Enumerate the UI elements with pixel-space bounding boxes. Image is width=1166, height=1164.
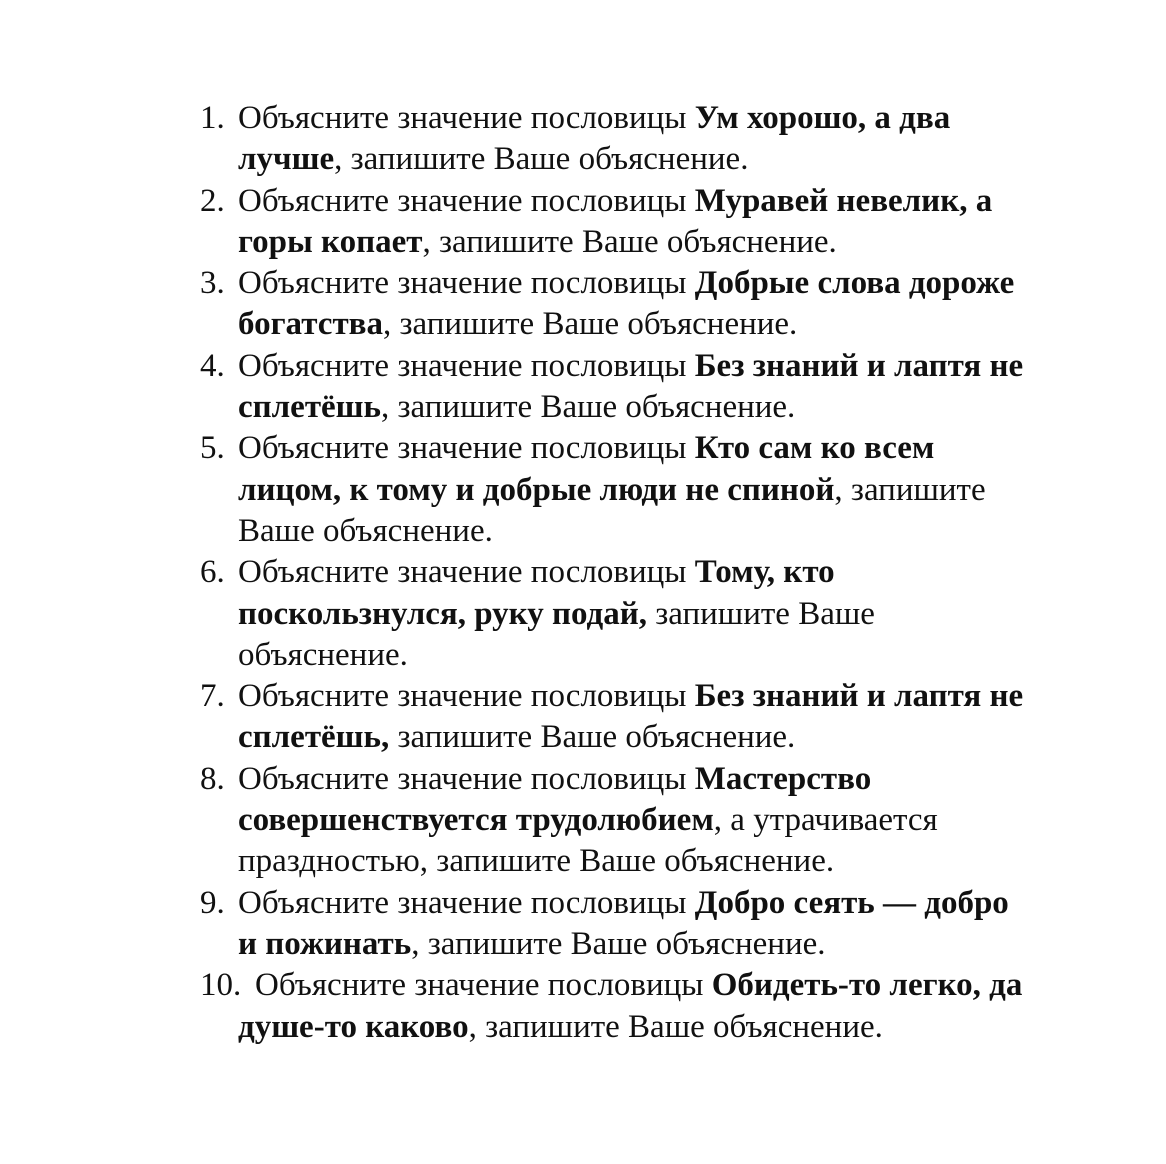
- item-number: 8.: [200, 760, 225, 797]
- item-line: [238, 1007, 1100, 1048]
- item-line: [238, 470, 1100, 511]
- item-line: [238, 222, 1100, 263]
- list-item: [200, 552, 1100, 676]
- proverb-text: Добро сеять — добро: [694, 884, 1009, 921]
- item-text: Объясните значение пословицы: [238, 760, 695, 797]
- item-text: Объясните значение пословицы: [238, 884, 695, 921]
- proverb-text: Без знаний и лаптя не: [694, 347, 1024, 384]
- item-number: 6.: [200, 554, 225, 591]
- item-text: Ваше объяснение.: [238, 512, 493, 549]
- list-item: [200, 98, 1100, 181]
- item-line: [238, 676, 1100, 717]
- proverb-text: поскользнулся, руку подай,: [238, 595, 647, 632]
- item-number: 5.: [200, 430, 225, 467]
- item-text: , запишите Ваше объяснение.: [381, 389, 796, 426]
- item-text: , запишите: [834, 471, 986, 508]
- proverb-text: Добрые слова дороже: [694, 265, 1015, 302]
- item-line: [238, 800, 1100, 841]
- item-text: запишите Ваше объяснение.: [389, 719, 796, 756]
- item-line: [238, 346, 1100, 387]
- item-line: [238, 511, 1100, 552]
- proverb-text: лучше: [238, 141, 335, 178]
- item-line: [238, 965, 1100, 1006]
- proverb-text: горы копает: [238, 223, 423, 260]
- item-text: праздностью, запишите Ваше объяснение.: [238, 843, 835, 880]
- item-text: , запишите Ваше объяснение.: [334, 141, 749, 178]
- proverb-text: и пожинать: [238, 925, 412, 962]
- list-item: [200, 346, 1100, 429]
- item-line: [238, 841, 1100, 882]
- item-line: [238, 717, 1100, 758]
- proverb-text: Муравей невелик, а: [694, 182, 993, 219]
- item-line: [238, 98, 1100, 139]
- proverb-text: сплетёшь: [238, 389, 381, 426]
- item-number: 7.: [200, 678, 225, 715]
- task-list: [200, 98, 1100, 1048]
- list-item: [200, 676, 1100, 759]
- item-number: 9.: [200, 884, 225, 921]
- item-text: запишите Ваше: [646, 595, 875, 632]
- item-text: Объясните значение пословицы: [238, 265, 695, 302]
- item-number: 1.: [200, 100, 225, 136]
- item-line: [238, 304, 1100, 345]
- item-number: 4.: [200, 347, 225, 384]
- item-line: [238, 387, 1100, 428]
- item-text: Объясните значение пословицы: [238, 100, 695, 136]
- proverb-text: душе-то каково: [238, 1008, 469, 1045]
- item-line: [238, 924, 1100, 965]
- item-text: , запишите Ваше объяснение.: [468, 1008, 883, 1045]
- list-item: [200, 263, 1100, 346]
- item-line: [238, 181, 1100, 222]
- list-item: [200, 759, 1100, 883]
- proverb-text: лицом, к тому и добрые люди не спиной: [238, 471, 835, 508]
- proverb-text: Обидеть-то легко, да: [711, 967, 1023, 1004]
- item-line: [238, 883, 1100, 924]
- item-text: Объясните значение пословицы: [238, 554, 695, 591]
- list-item: [200, 181, 1100, 264]
- item-line: [238, 635, 1100, 676]
- item-text: Объясните значение пословицы: [238, 182, 695, 219]
- proverb-text: сплетёшь,: [238, 719, 390, 756]
- item-text: , запишите Ваше объяснение.: [422, 223, 837, 260]
- proverb-text: Ум хорошо, а два: [694, 100, 951, 136]
- list-item: [200, 965, 1100, 1048]
- item-line: [238, 263, 1100, 304]
- item-line: [238, 139, 1100, 180]
- proverb-text: богатства: [238, 306, 383, 343]
- item-text: Объясните значение пословицы: [238, 347, 695, 384]
- item-text: , а утрачивается: [713, 802, 938, 839]
- item-line: [238, 552, 1100, 593]
- item-line: [238, 594, 1100, 635]
- item-text: , запишите Ваше объяснение.: [411, 925, 826, 962]
- item-text: Объясните значение пословицы: [255, 967, 712, 1004]
- item-line: [238, 428, 1100, 469]
- item-text: объяснение.: [238, 636, 408, 673]
- item-text: Объясните значение пословицы: [238, 678, 695, 715]
- item-number: 10.: [200, 967, 242, 1004]
- item-text: Объясните значение пословицы: [238, 430, 695, 467]
- proverb-text: Кто сам ко всем: [694, 430, 935, 467]
- item-number: 3.: [200, 265, 225, 302]
- list-item: [200, 883, 1100, 966]
- list-item: [200, 428, 1100, 552]
- proverb-text: совершенствуется трудолюбием: [238, 802, 714, 839]
- item-number: 2.: [200, 182, 225, 219]
- proverb-text: Тому, кто: [694, 554, 835, 591]
- item-line: [238, 759, 1100, 800]
- item-text: , запишите Ваше объяснение.: [383, 306, 798, 343]
- proverb-text: Мастерство: [694, 760, 872, 797]
- proverb-text: Без знаний и лаптя не: [694, 678, 1024, 715]
